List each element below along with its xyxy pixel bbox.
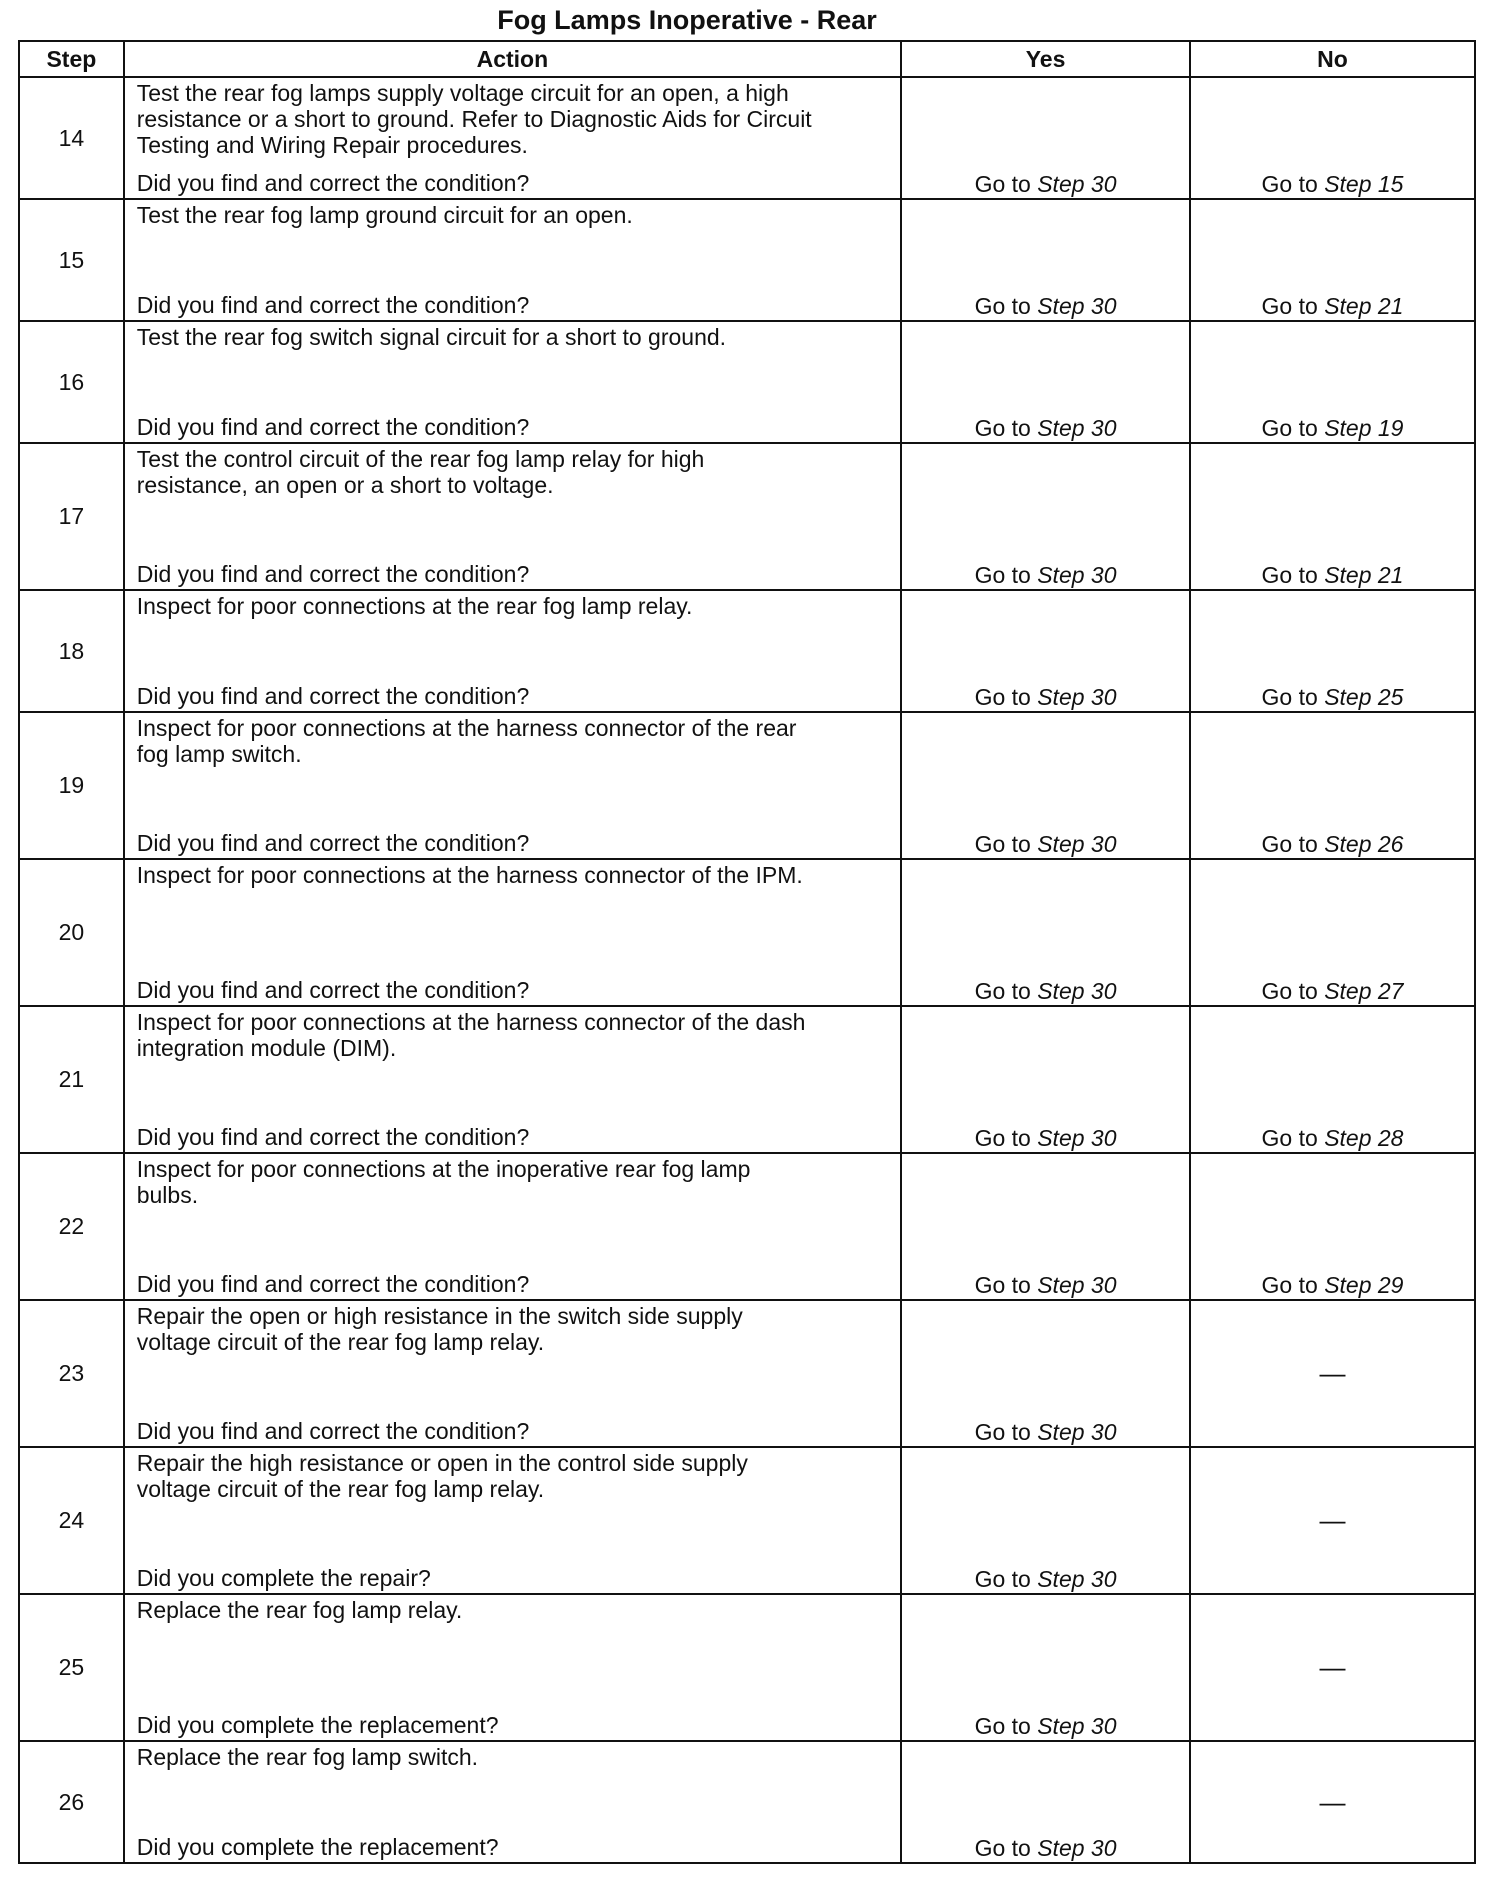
table-row (19, 1741, 1475, 1863)
table-row (19, 712, 1475, 859)
go-to-label: Go to (1261, 171, 1318, 197)
yes-cell (901, 1594, 1190, 1741)
table-row (19, 1594, 1475, 1741)
action-question: Did you find and correct the condition? (136, 561, 530, 587)
action-question: Did you find and correct the condition? (136, 1418, 530, 1444)
action-column-header: Action (124, 41, 901, 77)
action-cell (124, 859, 901, 1006)
go-to-label: Go to (1261, 978, 1318, 1004)
go-to-label: Go to (974, 1835, 1031, 1861)
action-description: Repair the high resistance or open in the control side supply voltage circuit of the rear fog lamp relay. (136, 1450, 748, 1502)
go-to-label: Go to (1261, 831, 1318, 857)
no-step-link: Step 19 (1324, 415, 1404, 441)
go-to-label: Go to (1261, 293, 1318, 319)
action-question: Did you find and correct the condition? (136, 683, 530, 709)
no-step-link: Step 21 (1324, 562, 1404, 588)
yes-cell (901, 199, 1190, 321)
no-step-link: Step 25 (1324, 684, 1404, 710)
action-question: Did you find and correct the condition? (136, 292, 530, 318)
yes-cell (901, 1300, 1190, 1447)
action-description: Test the control circuit of the rear fog lamp relay for high resistance, an open or a short to voltage. (136, 446, 705, 498)
yes-step-link: Step 30 (1037, 1713, 1117, 1739)
go-to-label: Go to (974, 1125, 1031, 1151)
go-to-label: Go to (974, 293, 1031, 319)
no-cell (1190, 859, 1475, 1006)
yes-cell (901, 1006, 1190, 1153)
yes-cell (901, 443, 1190, 590)
action-question: Did you find and correct the condition? (136, 414, 530, 440)
step-number: 24 (19, 1447, 124, 1594)
action-description: Inspect for poor connections at the rear fog lamp relay. (136, 593, 693, 619)
yes-cell (901, 1153, 1190, 1300)
go-to-label: Go to (974, 415, 1031, 441)
step-number: 20 (19, 859, 124, 1006)
yes-step-link: Step 30 (1037, 831, 1117, 857)
table-row (19, 590, 1475, 712)
table-row (19, 321, 1475, 443)
action-description: Test the rear fog lamp ground circuit for an open. (136, 202, 633, 228)
yes-column-header: Yes (901, 41, 1190, 77)
action-cell (124, 77, 901, 199)
step-number: 17 (19, 443, 124, 590)
no-cell-empty: — (1190, 1300, 1475, 1447)
go-to-label: Go to (974, 1272, 1031, 1298)
action-question: Did you find and correct the condition? (136, 170, 530, 196)
action-description: Inspect for poor connections at the inoperative rear fog lamp bulbs. (136, 1156, 751, 1208)
header-row (19, 41, 1475, 77)
table-row (19, 77, 1475, 199)
table-row (19, 1153, 1475, 1300)
action-question: Did you complete the replacement? (136, 1834, 499, 1860)
no-step-link: Step 28 (1324, 1125, 1404, 1151)
page-title: Fog Lamps Inoperative - Rear (497, 5, 877, 35)
yes-cell (901, 712, 1190, 859)
no-cell (1190, 443, 1475, 590)
action-description: Test the rear fog lamps supply voltage circuit for an open, a high resistance or a short to ground. Refer to Diagnostic Aids for Circuit Testing and Wiring Repair procedures. (136, 80, 812, 158)
no-cell-empty: — (1190, 1594, 1475, 1741)
yes-cell (901, 590, 1190, 712)
go-to-label: Go to (974, 684, 1031, 710)
step-number: 15 (19, 199, 124, 321)
no-cell (1190, 1006, 1475, 1153)
step-number: 22 (19, 1153, 124, 1300)
yes-step-link: Step 30 (1037, 171, 1117, 197)
no-cell (1190, 77, 1475, 199)
action-cell (124, 712, 901, 859)
action-question: Did you find and correct the condition? (136, 1271, 530, 1297)
yes-cell (901, 1447, 1190, 1594)
action-cell (124, 1153, 901, 1300)
yes-step-link: Step 30 (1037, 978, 1117, 1004)
no-cell (1190, 712, 1475, 859)
action-cell (124, 443, 901, 590)
go-to-label: Go to (974, 171, 1031, 197)
yes-step-link: Step 30 (1037, 1125, 1117, 1151)
go-to-label: Go to (974, 831, 1031, 857)
step-number: 19 (19, 712, 124, 859)
no-cell (1190, 321, 1475, 443)
step-number: 16 (19, 321, 124, 443)
no-column-header: No (1190, 41, 1475, 77)
yes-cell (901, 321, 1190, 443)
action-description: Inspect for poor connections at the harness connector of the dash integration module (DIM). (136, 1009, 806, 1061)
action-cell (124, 1006, 901, 1153)
step-number: 14 (19, 77, 124, 199)
action-description: Inspect for poor connections at the harness connector of the IPM. (136, 862, 803, 888)
action-question: Did you find and correct the condition? (136, 830, 530, 856)
step-number: 23 (19, 1300, 124, 1447)
no-step-link: Step 15 (1324, 171, 1404, 197)
no-step-link: Step 26 (1324, 831, 1404, 857)
go-to-label: Go to (1261, 1125, 1318, 1151)
step-column-header: Step (19, 41, 124, 77)
yes-step-link: Step 30 (1037, 1272, 1117, 1298)
action-question: Did you find and correct the condition? (136, 1124, 530, 1150)
action-description: Replace the rear fog lamp relay. (136, 1597, 463, 1623)
yes-step-link: Step 30 (1037, 293, 1117, 319)
go-to-label: Go to (974, 1713, 1031, 1739)
action-cell (124, 321, 901, 443)
no-cell-empty: — (1190, 1741, 1475, 1863)
table-row (19, 199, 1475, 321)
action-cell (124, 590, 901, 712)
yes-step-link: Step 30 (1037, 1566, 1117, 1592)
yes-cell (901, 859, 1190, 1006)
action-description: Replace the rear fog lamp switch. (136, 1744, 479, 1770)
step-number: 18 (19, 590, 124, 712)
go-to-label: Go to (1261, 415, 1318, 441)
action-description: Test the rear fog switch signal circuit for a short to ground. (136, 324, 727, 350)
no-cell (1190, 1153, 1475, 1300)
no-step-link: Step 21 (1324, 293, 1404, 319)
diagnostic-table (18, 40, 1476, 1864)
action-cell (124, 1447, 901, 1594)
yes-cell (901, 77, 1190, 199)
no-cell-empty: — (1190, 1447, 1475, 1594)
no-step-link: Step 27 (1324, 978, 1404, 1004)
action-question: Did you complete the repair? (136, 1565, 431, 1591)
yes-cell (901, 1741, 1190, 1863)
no-cell (1190, 590, 1475, 712)
go-to-label: Go to (974, 1419, 1031, 1445)
action-cell (124, 1594, 901, 1741)
go-to-label: Go to (974, 978, 1031, 1004)
yes-step-link: Step 30 (1037, 1419, 1117, 1445)
no-step-link: Step 29 (1324, 1272, 1404, 1298)
action-cell (124, 199, 901, 321)
action-description: Inspect for poor connections at the harness connector of the rear fog lamp switch. (136, 715, 797, 767)
go-to-label: Go to (1261, 684, 1318, 710)
step-number: 25 (19, 1594, 124, 1741)
yes-step-link: Step 30 (1037, 415, 1117, 441)
table-row (19, 859, 1475, 1006)
go-to-label: Go to (1261, 562, 1318, 588)
table-row (19, 1300, 1475, 1447)
go-to-label: Go to (974, 1566, 1031, 1592)
action-cell (124, 1741, 901, 1863)
action-description: Repair the open or high resistance in the switch side supply voltage circuit of the rear fog lamp relay. (136, 1303, 743, 1355)
step-number: 21 (19, 1006, 124, 1153)
go-to-label: Go to (974, 562, 1031, 588)
action-question: Did you find and correct the condition? (136, 977, 530, 1003)
table-row (19, 1447, 1475, 1594)
action-cell (124, 1300, 901, 1447)
table-row (19, 1006, 1475, 1153)
no-cell (1190, 199, 1475, 321)
action-question: Did you complete the replacement? (136, 1712, 499, 1738)
step-number: 26 (19, 1741, 124, 1863)
go-to-label: Go to (1261, 1272, 1318, 1298)
yes-step-link: Step 30 (1037, 684, 1117, 710)
table-row (19, 443, 1475, 590)
yes-step-link: Step 30 (1037, 1835, 1117, 1861)
yes-step-link: Step 30 (1037, 562, 1117, 588)
